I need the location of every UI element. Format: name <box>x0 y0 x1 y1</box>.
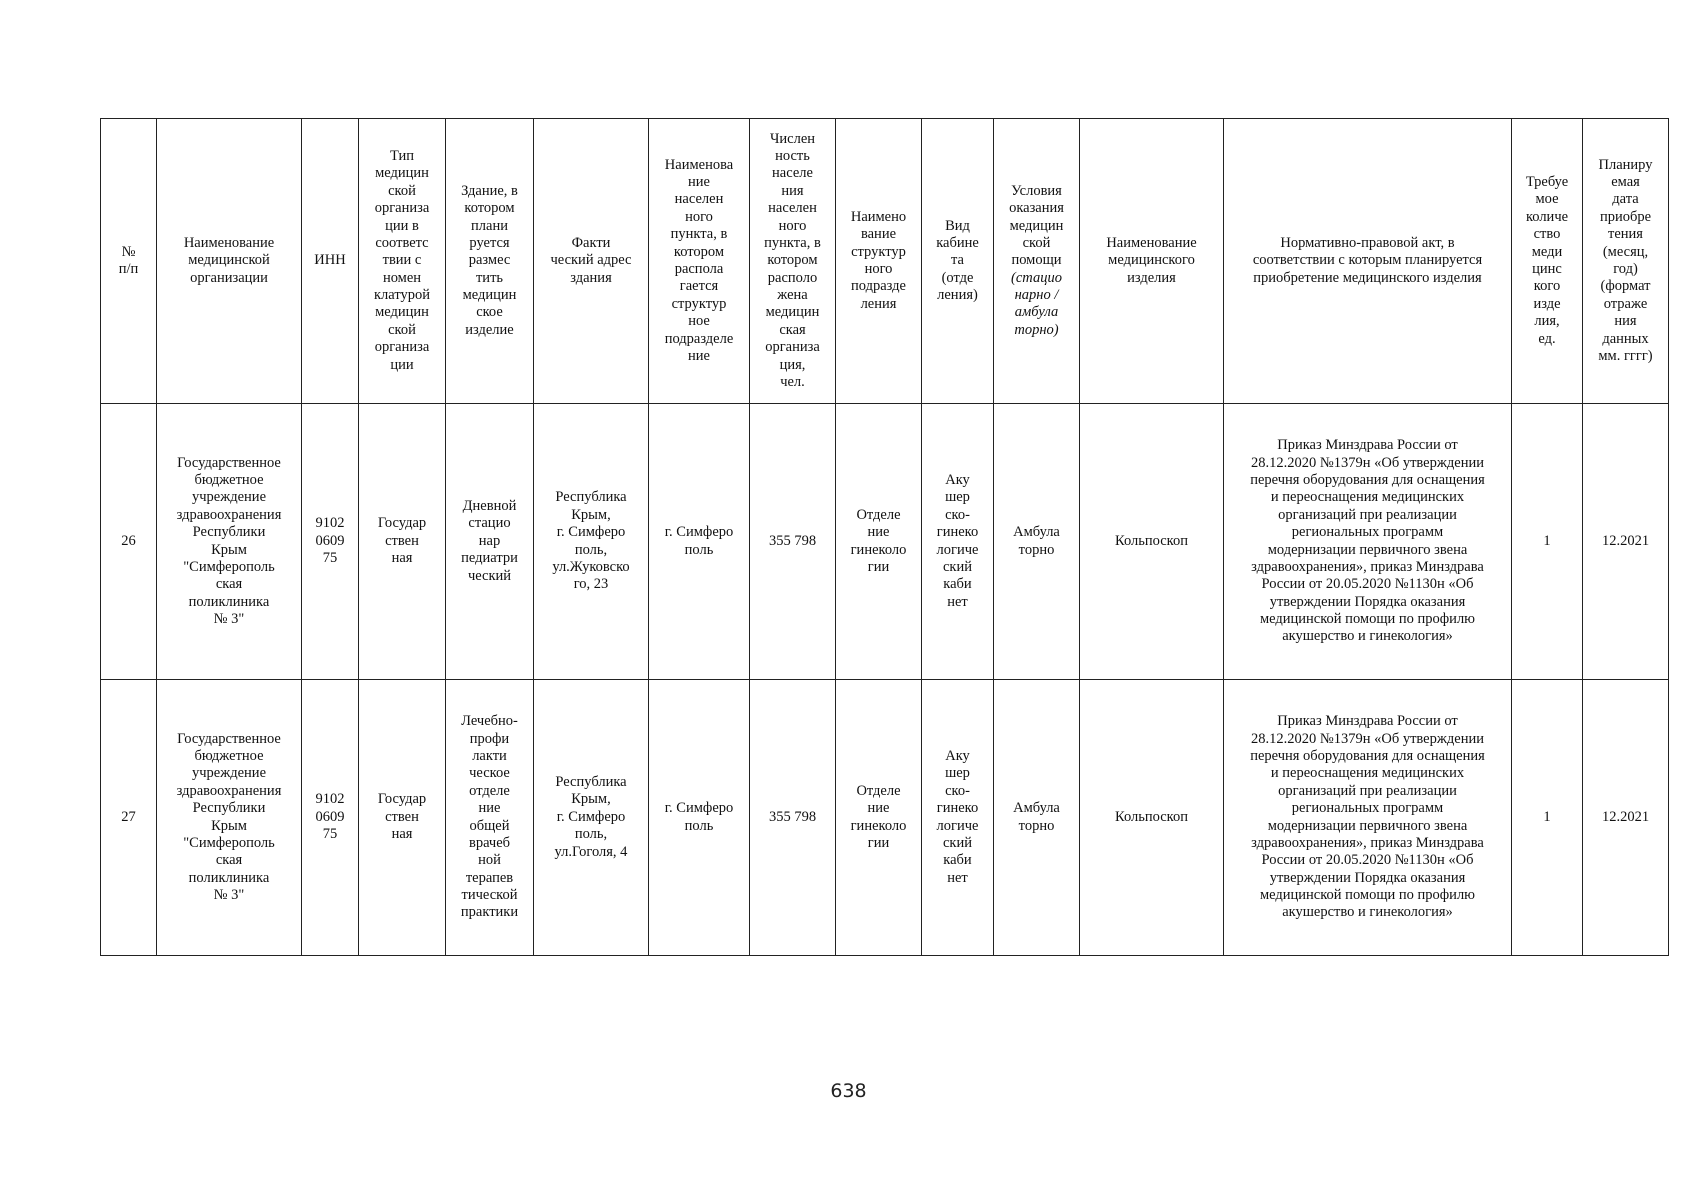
table-row <box>101 404 1669 680</box>
cell-address: Республика Крым, г. Симферо поль, ул.Гоголя, 4 <box>534 680 649 956</box>
cell-conditions: Амбула торно <box>994 404 1080 680</box>
cell-date: 12.2021 <box>1583 680 1669 956</box>
cell-num: 26 <box>101 404 157 680</box>
col-header-building: Здание, в котором плани руется размес тить медицин ское изделие <box>446 119 534 404</box>
cell-unit: Отделе ние гинеколо гии <box>836 680 922 956</box>
col-header-unit: Наимено вание структур ного подразде ления <box>836 119 922 404</box>
cell-building: Лечебно- профи лакти ческое отделе ние общей врачеб ной терапев тической практики <box>446 680 534 956</box>
col-header-population: Числен ность населе ния населен ного пункта, в котором располо жена медицин ская организа ция, чел. <box>750 119 836 404</box>
cell-population: 355 798 <box>750 680 836 956</box>
table-header <box>101 119 1669 404</box>
table-body <box>101 404 1669 956</box>
cell-building: Дневной стацио нар педиатри ческий <box>446 404 534 680</box>
cell-org: Государственное бюджетное учреждение здравоохранения Республики Крым "Симферополь ская поликлиника № 3" <box>157 680 302 956</box>
col-header-address: Факти ческий адрес здания <box>534 119 649 404</box>
cell-date: 12.2021 <box>1583 404 1669 680</box>
cell-qty: 1 <box>1512 680 1583 956</box>
cell-cabinet: Аку шер ско- гинеко логиче ский каби нет <box>922 404 994 680</box>
cell-locality: г. Симферо поль <box>649 680 750 956</box>
cell-device: Кольпоскоп <box>1080 680 1224 956</box>
cell-inn: 9102 0609 75 <box>302 680 359 956</box>
col-header-inn: ИНН <box>302 119 359 404</box>
cell-device: Кольпоскоп <box>1080 404 1224 680</box>
cell-act: Приказ Минздрава России от 28.12.2020 №1379н «Об утверждении перечня оборудования для оснащения и переоснащения медицинских организаций при реализации региональных программ модернизации первичного звена здравоохранения», приказ Минздрава России от 20.05.2020 №1130н «Об утверждении Порядка оказания медицинской помощи по профилю акушерство и гинекология» <box>1224 404 1512 680</box>
cell-address: Республика Крым, г. Симферо поль, ул.Жуковско го, 23 <box>534 404 649 680</box>
cell-org: Государственное бюджетное учреждение здравоохранения Республики Крым "Симферополь ская поликлиника № 3" <box>157 404 302 680</box>
cell-cabinet: Аку шер ско- гинеко логиче ский каби нет <box>922 680 994 956</box>
col-header-org: Наименование медицинской организации <box>157 119 302 404</box>
cell-inn: 9102 0609 75 <box>302 404 359 680</box>
col-header-locality: Наименова ние населен ного пункта, в котором распола гается структур ное подразделе ние <box>649 119 750 404</box>
conditions-note: (стацио нарно / амбула торно) <box>1011 269 1062 338</box>
cell-num: 27 <box>101 680 157 956</box>
cell-locality: г. Симферо поль <box>649 404 750 680</box>
page-number: 638 <box>830 1080 867 1102</box>
cell-population: 355 798 <box>750 404 836 680</box>
cell-qty: 1 <box>1512 404 1583 680</box>
col-header-type: Тип медицин ской организа ции в соответс твии с номен клатурой медицин ской организа ции <box>359 119 446 404</box>
col-header-num: № п/п <box>101 119 157 404</box>
col-header-conditions <box>994 119 1080 404</box>
cell-type: Государ ствен ная <box>359 404 446 680</box>
col-header-qty: Требуе мое количе ство меди цинс кого изде лия, ед. <box>1512 119 1583 404</box>
col-header-act: Нормативно-правовой акт, в соответствии с которым планируется приобретение медицинского изделия <box>1224 119 1512 404</box>
cell-unit: Отделе ние гинеколо гии <box>836 404 922 680</box>
table-row <box>101 680 1669 956</box>
col-header-cabinet: Вид кабине та (отде ления) <box>922 119 994 404</box>
col-header-date: Планиру емая дата приобре тения (месяц, год) (формат отраже ния данных мм. гггг) <box>1583 119 1669 404</box>
header-row <box>101 119 1669 404</box>
cell-type: Государ ствен ная <box>359 680 446 956</box>
cell-conditions: Амбула торно <box>994 680 1080 956</box>
equipment-table <box>100 118 1669 956</box>
col-header-device: Наименование медицинского изделия <box>1080 119 1224 404</box>
cell-act: Приказ Минздрава России от 28.12.2020 №1379н «Об утверждении перечня оборудования для оснащения и переоснащения медицинских организаций при реализации региональных программ модернизации первичного звена здравоохранения», приказ Минздрава России от 20.05.2020 №1130н «Об утверждении Порядка оказания медицинской помощи по профилю акушерство и гинекология» <box>1224 680 1512 956</box>
conditions-title: Условия оказания медицин ской помощи <box>1009 182 1064 269</box>
